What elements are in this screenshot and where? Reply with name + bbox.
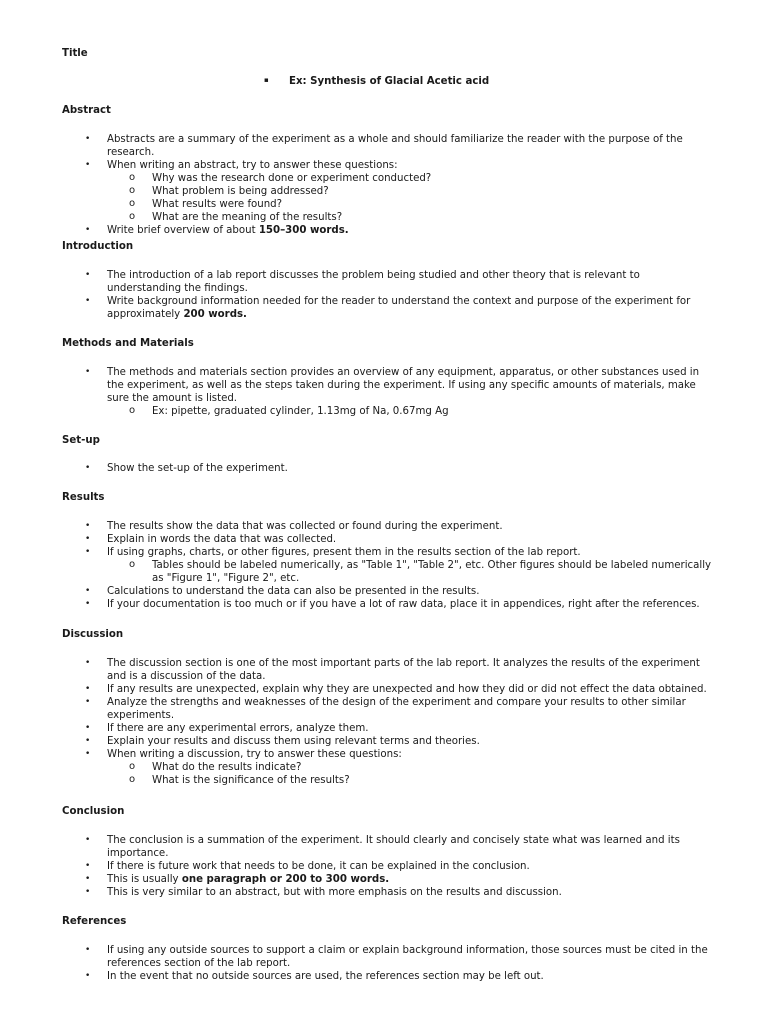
- sub-list-item: [107, 172, 716, 185]
- list-item-text: Write brief overview of about: [107, 225, 259, 236]
- circle-bullet-icon: o: [129, 761, 136, 772]
- bullet-icon: •: [85, 945, 91, 955]
- list-item-text: If there are any experimental errors, analyze them.: [107, 723, 369, 734]
- section-heading-results: Results: [62, 492, 105, 503]
- list-item: [0, 585, 768, 598]
- results-list: [0, 520, 768, 611]
- bullet-icon: •: [85, 971, 91, 981]
- list-item-text: The conclusion is a summation of the experiment. It should clearly and concisely state what was learned and its importance.: [107, 835, 680, 859]
- list-item: [0, 598, 768, 611]
- sub-list: [107, 559, 716, 585]
- sub-list-item: [107, 185, 716, 198]
- section-heading-title: Title: [62, 48, 88, 59]
- list-item: [0, 366, 768, 418]
- list-item: [0, 860, 768, 873]
- section-heading-references: References: [62, 916, 127, 927]
- list-item: [0, 735, 768, 748]
- list-item: [0, 133, 768, 159]
- bullet-icon: •: [85, 697, 91, 707]
- list-item: [0, 886, 768, 899]
- conclusion-list: [0, 834, 768, 899]
- sub-list-item: [107, 198, 716, 211]
- bullet-icon: •: [85, 534, 91, 544]
- word-count-emphasis: 150–300 words.: [258, 225, 349, 236]
- list-item-text: Show the set-up of the experiment.: [107, 463, 288, 474]
- sub-list-item-text: What do the results indicate?: [152, 762, 302, 773]
- bullet-icon: •: [85, 861, 91, 871]
- bullet-icon: •: [85, 736, 91, 746]
- list-item-text: The results show the data that was collected or found during the experiment.: [107, 521, 503, 532]
- list-item: [0, 462, 768, 475]
- list-item-text: If using graphs, charts, or other figures, present them in the results section of the lab report.: [107, 547, 581, 558]
- sub-list-item-text: What is the significance of the results?: [152, 775, 350, 786]
- references-list: [0, 944, 768, 983]
- list-item: [0, 295, 768, 321]
- list-item: [0, 683, 768, 696]
- circle-bullet-icon: o: [129, 211, 136, 222]
- section-heading-conclusion: Conclusion: [62, 806, 125, 817]
- list-item-text: If any results are unexpected, explain why they are unexpected and how they did or did not effect the data obtained.: [107, 684, 707, 695]
- list-item-text: Explain in words the data that was collected.: [107, 534, 337, 545]
- list-item-text: The discussion section is one of the most important parts of the lab report. It analyzes the results of the experiment and is a discussion of the data.: [107, 658, 700, 682]
- sub-list-item: [107, 211, 716, 224]
- bullet-icon: •: [85, 134, 91, 144]
- list-item: [0, 546, 768, 585]
- sub-list-item: [107, 405, 716, 418]
- sub-list-item-text: Ex: pipette, graduated cylinder, 1.13mg of Na, 0.67mg Ag: [152, 406, 449, 417]
- bullet-icon: •: [85, 225, 91, 235]
- bullet-icon: •: [85, 270, 91, 280]
- circle-bullet-icon: o: [129, 185, 136, 196]
- list-item-text: Abstracts are a summary of the experiment as a whole and should familiarize the reader with the purpose of the research.: [107, 134, 683, 158]
- list-item-text: This is very similar to an abstract, but with more emphasis on the results and discussion.: [107, 887, 562, 898]
- section-heading-discussion: Discussion: [62, 629, 124, 640]
- section-heading-introduction: Introduction: [62, 241, 134, 252]
- square-bullet-icon: ▪: [264, 76, 269, 84]
- list-item: [0, 696, 768, 722]
- bullet-icon: •: [85, 296, 91, 306]
- section-heading-setup: Set-up: [62, 435, 100, 446]
- circle-bullet-icon: o: [129, 774, 136, 785]
- bullet-icon: •: [85, 160, 91, 170]
- list-item: [0, 722, 768, 735]
- discussion-list: [0, 657, 768, 787]
- bullet-icon: •: [85, 684, 91, 694]
- list-item: [0, 834, 768, 860]
- list-item-text: The introduction of a lab report discusses the problem being studied and other theory that is relevant to understanding the findings.: [107, 270, 640, 294]
- sub-list-item-text: Why was the research done or experiment conducted?: [152, 173, 432, 184]
- sub-list-item-text: Tables should be labeled numerically, as "Table 1", "Table 2", etc. Other figures should be labeled numerically as "Figure 1", "Figure 2", etc.: [152, 560, 712, 584]
- word-count-emphasis: one paragraph or 200 to 300 words.: [181, 874, 390, 885]
- list-item: [0, 224, 768, 237]
- circle-bullet-icon: o: [129, 405, 136, 416]
- circle-bullet-icon: o: [129, 172, 136, 183]
- list-item: [0, 873, 768, 886]
- setup-list: [0, 462, 768, 475]
- list-item-text: This is usually: [107, 874, 182, 885]
- list-item: [0, 944, 768, 970]
- section-heading-methods: Methods and Materials: [62, 338, 194, 349]
- bullet-icon: •: [85, 887, 91, 897]
- bullet-icon: •: [85, 874, 91, 884]
- bullet-icon: •: [85, 463, 91, 473]
- title-example: Ex: Synthesis of Glacial Acetic acid: [289, 76, 490, 87]
- bullet-icon: •: [85, 835, 91, 845]
- sub-list-item-text: What problem is being addressed?: [152, 186, 329, 197]
- word-count-emphasis: 200 words.: [183, 309, 247, 320]
- list-item-text: Analyze the strengths and weaknesses of the design of the experiment and compare your results to other similar experiments.: [107, 697, 686, 721]
- bullet-icon: •: [85, 599, 91, 609]
- sub-list-item: [107, 761, 716, 774]
- list-item: [0, 269, 768, 295]
- methods-list: [0, 366, 768, 418]
- circle-bullet-icon: o: [129, 198, 136, 209]
- list-item-text: Write background information needed for the reader to understand the context and purpose of the experiment for approximately: [107, 296, 691, 320]
- list-item: [0, 970, 768, 983]
- list-item: [0, 748, 768, 787]
- list-item: [0, 520, 768, 533]
- list-item-text: If there is future work that needs to be done, it can be explained in the conclusion.: [107, 861, 530, 872]
- list-item-text: When writing an abstract, try to answer these questions:: [107, 160, 398, 171]
- bullet-icon: •: [85, 586, 91, 596]
- sub-list-item-text: What are the meaning of the results?: [152, 212, 343, 223]
- sub-list-item: [107, 559, 716, 585]
- sub-list: [107, 405, 716, 418]
- bullet-icon: •: [85, 723, 91, 733]
- list-item-text: When writing a discussion, try to answer these questions:: [107, 749, 402, 760]
- list-item-text: If using any outside sources to support a claim or explain background information, those sources must be cited in the references section of the lab report.: [107, 945, 708, 969]
- sub-list: [107, 761, 716, 787]
- bullet-icon: •: [85, 749, 91, 759]
- introduction-list: [0, 269, 768, 321]
- bullet-icon: •: [85, 547, 91, 557]
- abstract-list: [0, 133, 768, 237]
- list-item: [0, 657, 768, 683]
- sub-list-item: [107, 774, 716, 787]
- list-item: [0, 159, 768, 224]
- list-item-text: In the event that no outside sources are used, the references section may be left out.: [107, 971, 544, 982]
- list-item-text: Calculations to understand the data can also be presented in the results.: [107, 586, 480, 597]
- list-item-text: Explain your results and discuss them using relevant terms and theories.: [107, 736, 480, 747]
- list-item-text: If your documentation is too much or if you have a lot of raw data, place it in appendices, right after the references.: [107, 599, 700, 610]
- bullet-icon: •: [85, 658, 91, 668]
- sub-list: [107, 172, 716, 224]
- section-heading-abstract: Abstract: [62, 105, 111, 116]
- circle-bullet-icon: o: [129, 559, 136, 570]
- list-item-text: The methods and materials section provides an overview of any equipment, apparatus, or other substances used in the experiment, as well as the steps taken during the experiment. If using any specific amounts of materials, make sure the amount is listed.: [107, 367, 700, 404]
- list-item: [0, 533, 768, 546]
- sub-list-item-text: What results were found?: [152, 199, 283, 210]
- bullet-icon: •: [85, 367, 91, 377]
- bullet-icon: •: [85, 521, 91, 531]
